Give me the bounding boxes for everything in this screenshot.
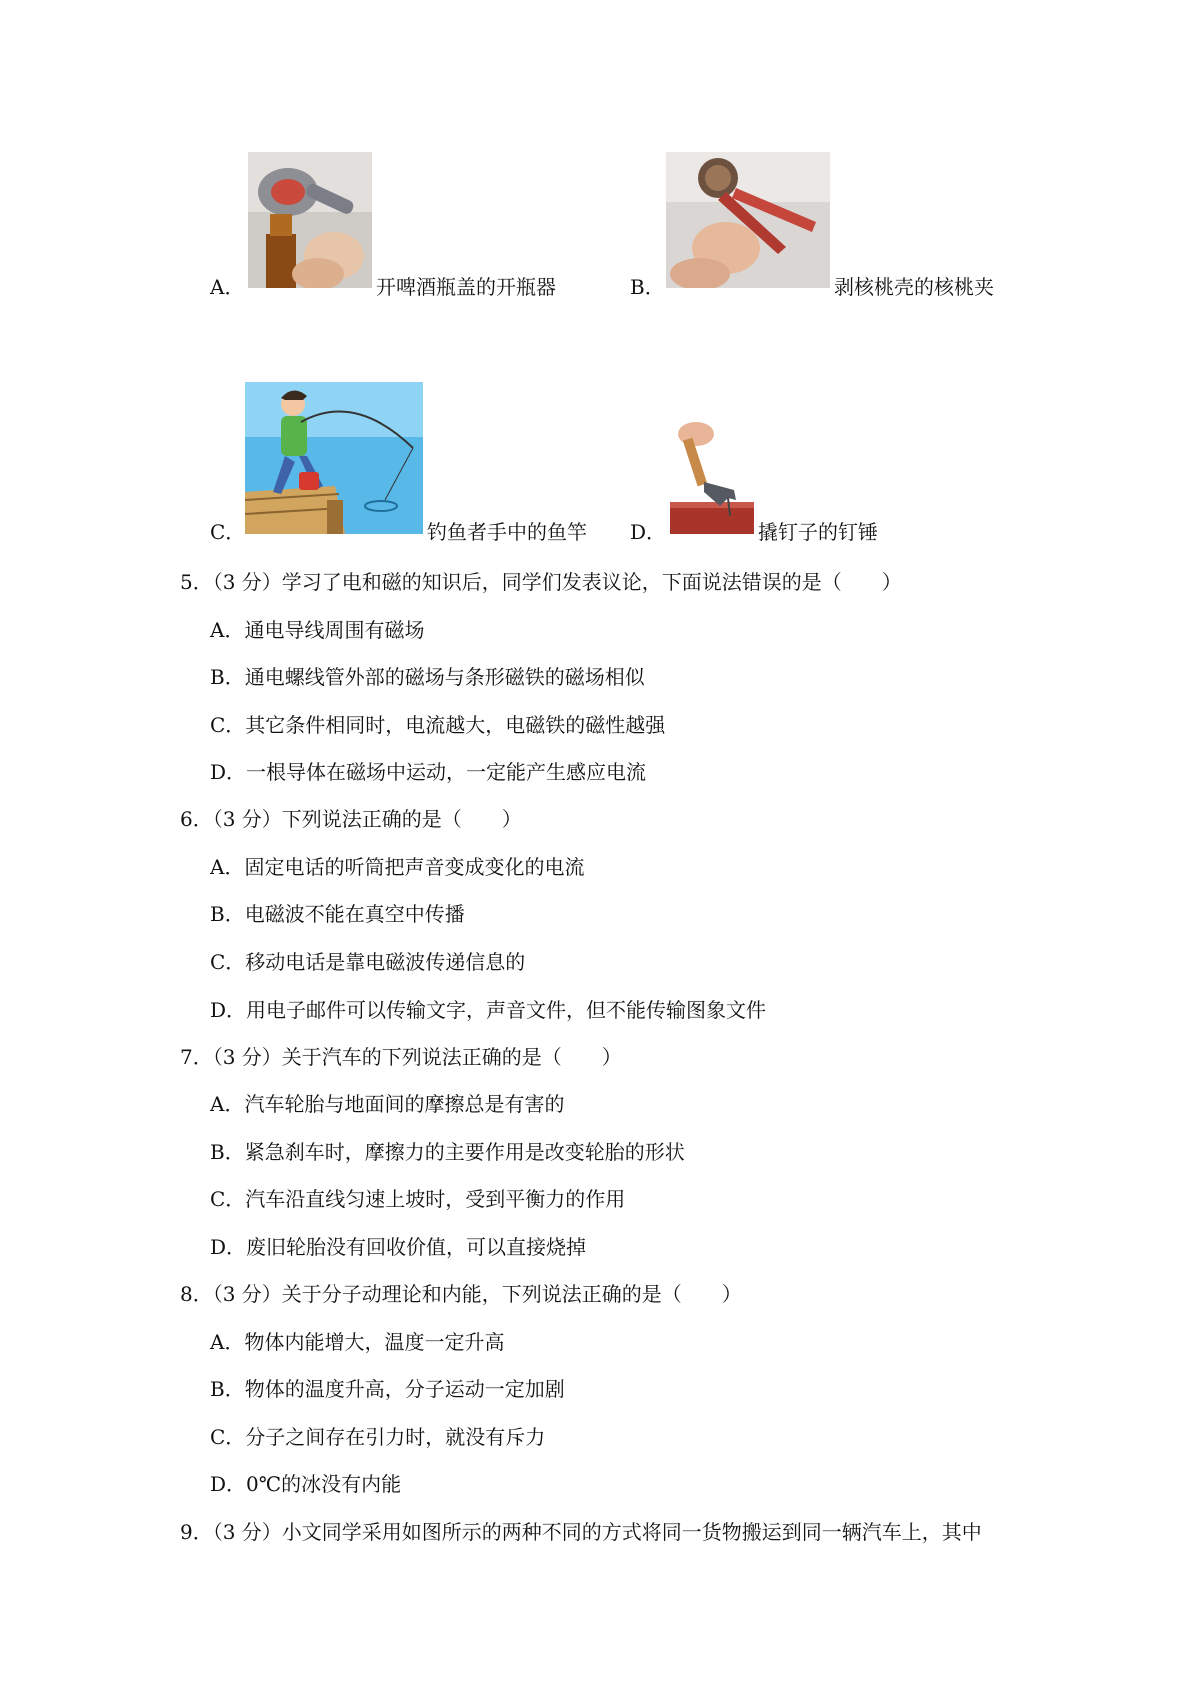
claw-hammer-illustration-icon [670, 420, 754, 534]
fishing-rod-illustration-icon [245, 382, 423, 534]
question-8-option-c: C．分子之间存在引力时，就没有斥力 [210, 1425, 546, 1449]
question-8-option-b: B．物体的温度升高，分子运动一定加剧 [210, 1377, 565, 1401]
question-7-option-a: A．汽车轮胎与地面间的摩擦总是有害的 [210, 1092, 565, 1116]
question-6-option-a: A．固定电话的听筒把声音变成变化的电流 [210, 855, 585, 879]
question-5-option-a: A．通电导线周围有磁场 [210, 618, 425, 642]
question-8-option-a: A．物体内能增大，温度一定升高 [210, 1330, 505, 1354]
question-8-option-d: D．0℃的冰没有内能 [210, 1472, 402, 1496]
question-7-stem: 7．（3 分）关于汽车的下列说法正确的是（ ） [180, 1045, 622, 1069]
question-5-stem: 5．（3 分）学习了电和磁的知识后，同学们发表议论，下面说法错误的是（ ） [180, 570, 902, 594]
question-7-option-c: C．汽车沿直线匀速上坡时，受到平衡力的作用 [210, 1187, 626, 1211]
question-5-option-b: B．通电螺线管外部的磁场与条形磁铁的磁场相似 [210, 665, 645, 689]
question-6-option-c: C．移动电话是靠电磁波传递信息的 [210, 950, 526, 974]
question-9-stem: 9．（3 分）小文同学采用如图所示的两种不同的方式将同一货物搬运到同一辆汽车上，其中 [180, 1520, 982, 1544]
option-letter-b: B． [630, 275, 665, 299]
question-7-option-b: B．紧急刹车时，摩擦力的主要作用是改变轮胎的形状 [210, 1140, 685, 1164]
question-6-option-d: D．用电子邮件可以传输文字，声音文件，但不能传输图象文件 [210, 998, 767, 1022]
option-text-c: 钓鱼者手中的鱼竿 [427, 520, 587, 544]
bottle-opener-photo-icon [248, 152, 372, 288]
question-7-option-d: D．废旧轮胎没有回收价值，可以直接烧掉 [210, 1235, 587, 1259]
nutcracker-photo-icon [666, 152, 830, 288]
question-5-option-d: D．一根导体在磁场中运动，一定能产生感应电流 [210, 760, 647, 784]
option-letter-d: D． [630, 520, 667, 544]
option-text-a: 开啤酒瓶盖的开瓶器 [376, 275, 556, 299]
option-letter-a: A． [210, 275, 245, 299]
question-6-stem: 6．（3 分）下列说法正确的是（ ） [180, 807, 522, 831]
question-5-option-c: C．其它条件相同时，电流越大，电磁铁的磁性越强 [210, 713, 666, 737]
option-text-b: 剥核桃壳的核桃夹 [834, 275, 994, 299]
option-text-d: 撬钉子的钉锤 [758, 520, 878, 544]
question-8-stem: 8．（3 分）关于分子动理论和内能，下列说法正确的是（ ） [180, 1282, 742, 1306]
option-letter-c: C． [210, 520, 246, 544]
question-6-option-b: B．电磁波不能在真空中传播 [210, 902, 465, 926]
